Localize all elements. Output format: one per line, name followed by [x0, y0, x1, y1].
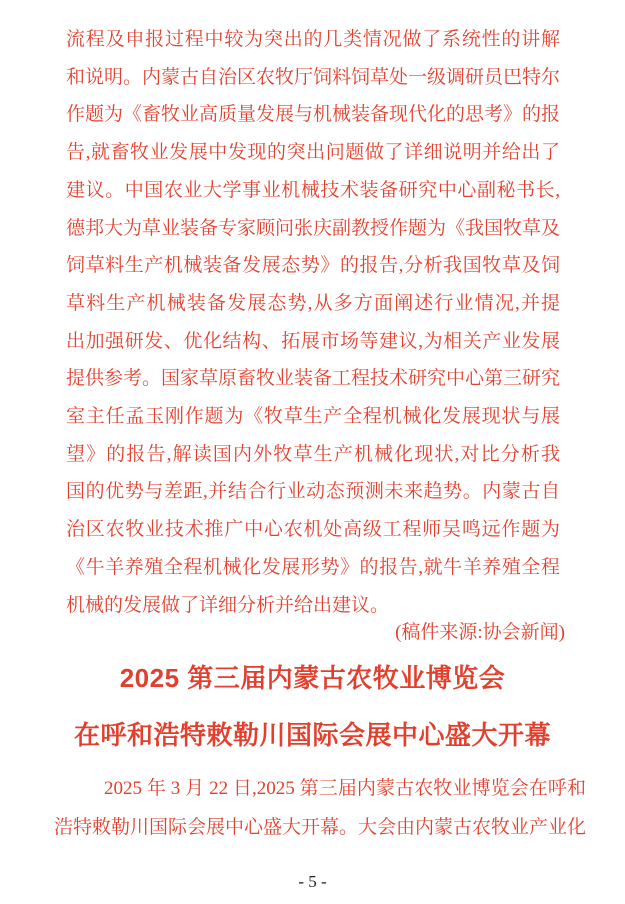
- body-line: 作题为《畜牧业高质量发展与机械装备现代化的思考》的报: [66, 104, 561, 126]
- body-line: 建议。中国农业大学事业机械技术装备研究中心副秘书长,: [66, 179, 560, 201]
- body-line: 望》的报告,解读国内外牧草生产机械化现状,对比分析我: [66, 443, 560, 465]
- article-title-line1: 2025 第三届内蒙古农牧业博览会: [119, 663, 506, 693]
- article-title-line2: 在呼和浩特敕勒川国际会展中心盛大开幕: [73, 720, 551, 750]
- body-line: 告,就畜牧业发展中发现的突出问题做了详细说明并给出了: [66, 142, 560, 164]
- body-line: 室主任孟玉刚作题为《牧草生产全程机械化发展现状与展: [66, 406, 560, 428]
- body-line: 草料生产机械装备发展态势,从多方面阐述行业情况,并提: [66, 292, 560, 314]
- body-line: 国的优势与差距,并结合行业动态预测未来趋势。内蒙古自: [66, 481, 560, 503]
- body-line: 《牛羊养殖全程机械化发展形势》的报告,就牛羊养殖全程: [66, 556, 560, 578]
- second-paragraph: [54, 770, 586, 847]
- body-line: 提供参考。国家草原畜牧业装备工程技术研究中心第三研究: [66, 368, 561, 390]
- body-line: 机械的发展做了详细分析并给出建议。: [66, 594, 390, 616]
- page-number: - 5 -: [298, 872, 327, 891]
- body-line: 流程及申报过程中较为突出的几类情况做了系统性的讲解: [66, 29, 560, 50]
- body-line: 治区农牧业技术推广中心农机处高级工程师吴鸣远作题为: [66, 519, 560, 541]
- paragraph-line: 浩特敕勒川国际会展中心盛大开幕。大会由内蒙古农牧业产业化: [54, 816, 587, 838]
- body-paragraph: [66, 21, 560, 624]
- paragraph-line: 2025 年 3 月 22 日,2025 第三届内蒙古农牧业博览会在呼和: [104, 778, 586, 799]
- source-credit-line: (稿件来源:协会新闻): [395, 622, 565, 643]
- body-line: 德邦大为草业装备专家顾问张庆副教授作题为《我国牧草及: [66, 217, 561, 239]
- body-line: 和说明。内蒙古自治区农牧厅饲料饲草处一级调研员巴特尔: [66, 66, 561, 88]
- body-line: 饲草料生产机械装备发展态势》的报告,分析我国牧草及饲: [66, 255, 560, 277]
- body-line: 出加强研发、优化结构、拓展市场等建议,为相关产业发展: [66, 330, 560, 352]
